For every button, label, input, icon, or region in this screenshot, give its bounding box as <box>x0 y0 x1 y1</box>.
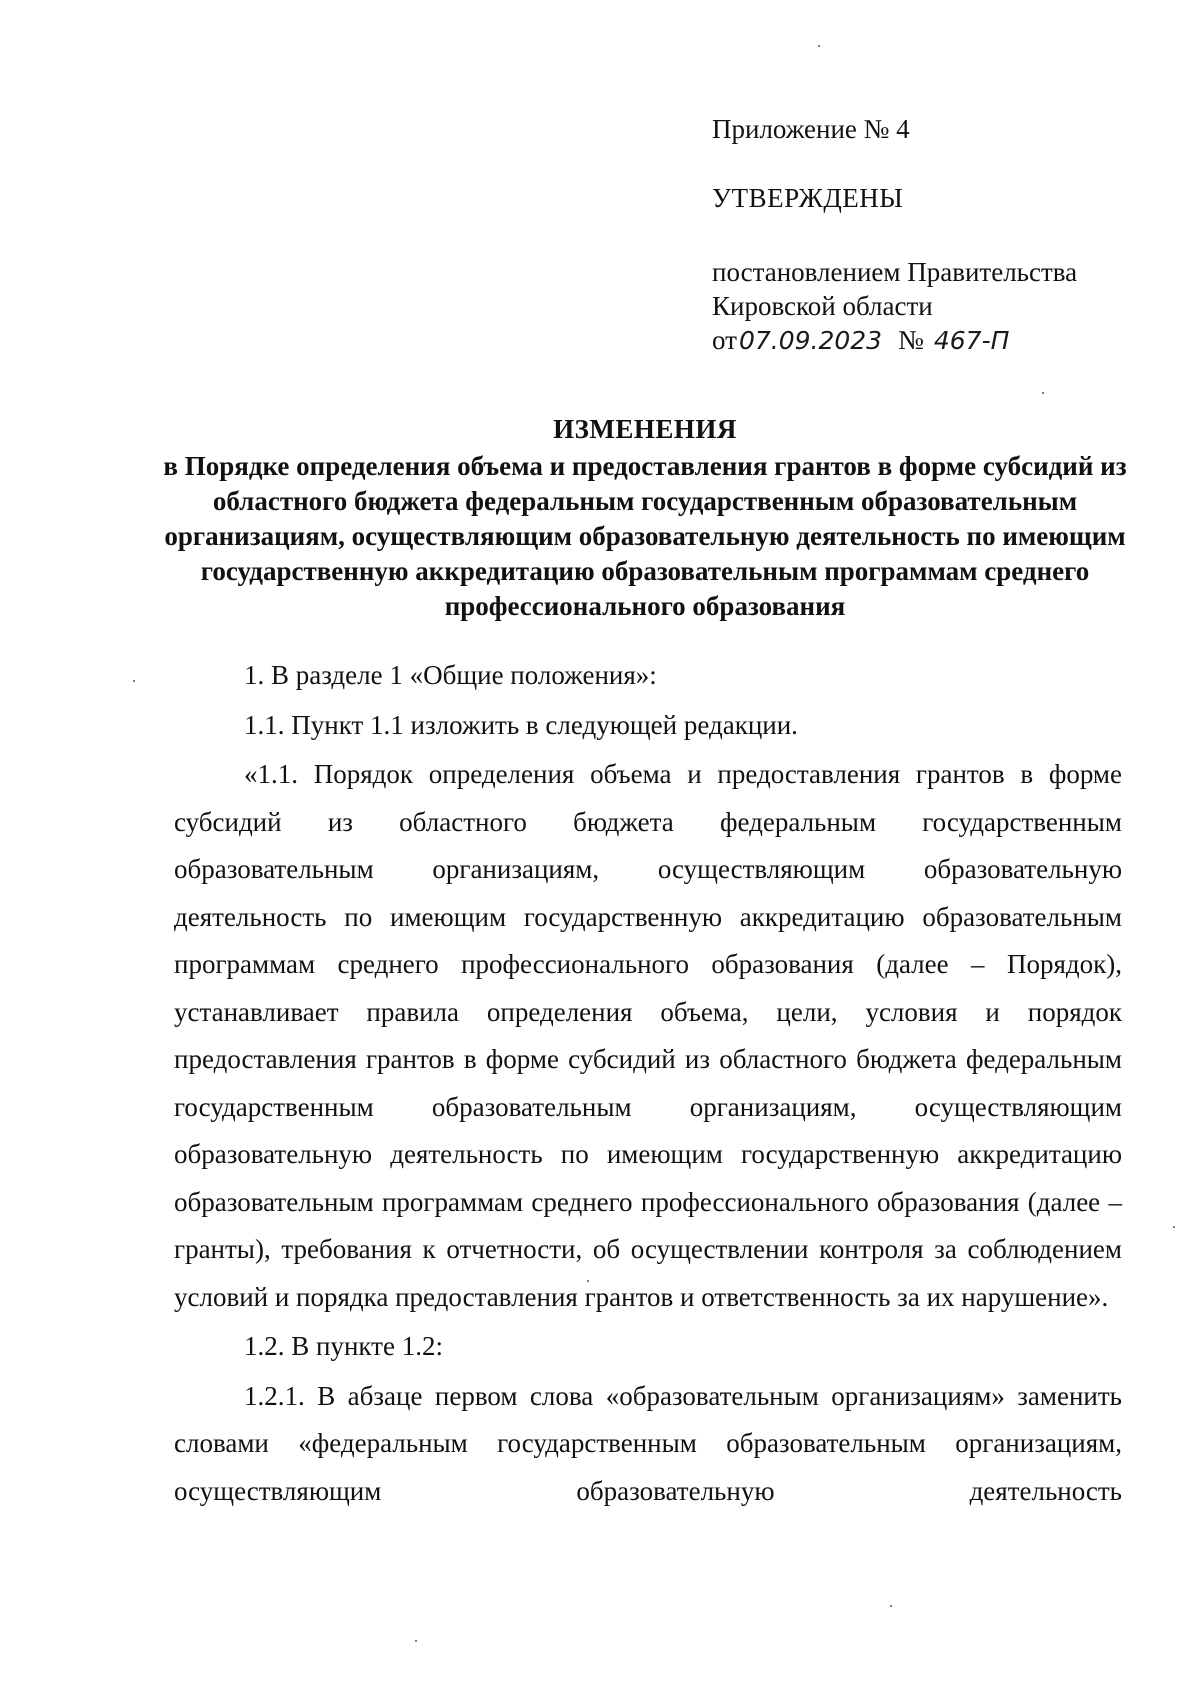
date-prefix: от <box>712 325 737 355</box>
scan-speck <box>1173 1226 1175 1228</box>
scan-speck <box>415 1640 417 1642</box>
document-subtitle: в Порядке определения объема и предоставления грантов в форме субсидий из областного бюджета федеральным государственным образовательным организациям, осуществляющим образовательную деятельность по имеющим государственную аккредитацию образовательным программам среднего профессионального образования <box>163 451 1127 621</box>
appendix-label: Приложение № 4 <box>712 114 910 144</box>
paragraph-item-1-2-1: 1.2.1. В абзаце первом слова «образовательным организациям» заменить словами «федеральным государственным образовательным организациям, осуществляющим образовательную деятельность <box>174 1380 1122 1506</box>
paragraph-item-1-1-text: «1.1. Порядок определения объема и предоставления грантов в форме субсидий из областного бюджета федеральным государственным образовательным организациям, осуществляющим образовательную деятельность по имеющим государственную аккредитацию образовательным программам среднего профессионального образования (далее – Порядок), устанавливает правила определения объема, цели, условия и порядок предоставления грантов в форме субсидий из областного бюджета федеральным государственным образовательным организациям, осуществляющим образовательную деятельность по имеющим государственную аккредитацию образовательным программам среднего профессионального образования (далее – гранты), требования к отчетности, об осуществлении контроля за соблюдением условий и порядка предоставления грантов и ответственность за их нарушение». <box>174 759 1122 1312</box>
resolution-line-1: постановлением Правительства <box>712 257 1078 287</box>
scan-speck <box>587 1280 589 1282</box>
paragraph-item-1-2: 1.2. В пункте 1.2: <box>244 1331 443 1361</box>
approval-block <box>712 112 1152 358</box>
scan-speck <box>1042 392 1044 394</box>
document-title: ИЗМЕНЕНИЯ <box>553 414 737 444</box>
paragraph-section-1: 1. В разделе 1 «Общие положения»: <box>244 660 657 690</box>
number-sign: № <box>898 325 924 355</box>
handwritten-number: 467-П <box>933 326 1010 355</box>
scan-speck <box>890 1605 892 1607</box>
document-title-block <box>150 412 1140 624</box>
document-body <box>174 652 1122 1515</box>
paragraph-item-1-1: 1.1. Пункт 1.1 изложить в следующей редакции. <box>244 709 798 740</box>
approved-label: УТВЕРЖДЕНЫ <box>712 183 904 213</box>
scan-speck <box>818 45 820 47</box>
scan-speck <box>133 680 135 682</box>
handwritten-date: 07.09.2023 <box>738 326 883 355</box>
resolution-date-line <box>712 323 1152 358</box>
resolution-line-2: Кировской области <box>712 291 933 321</box>
